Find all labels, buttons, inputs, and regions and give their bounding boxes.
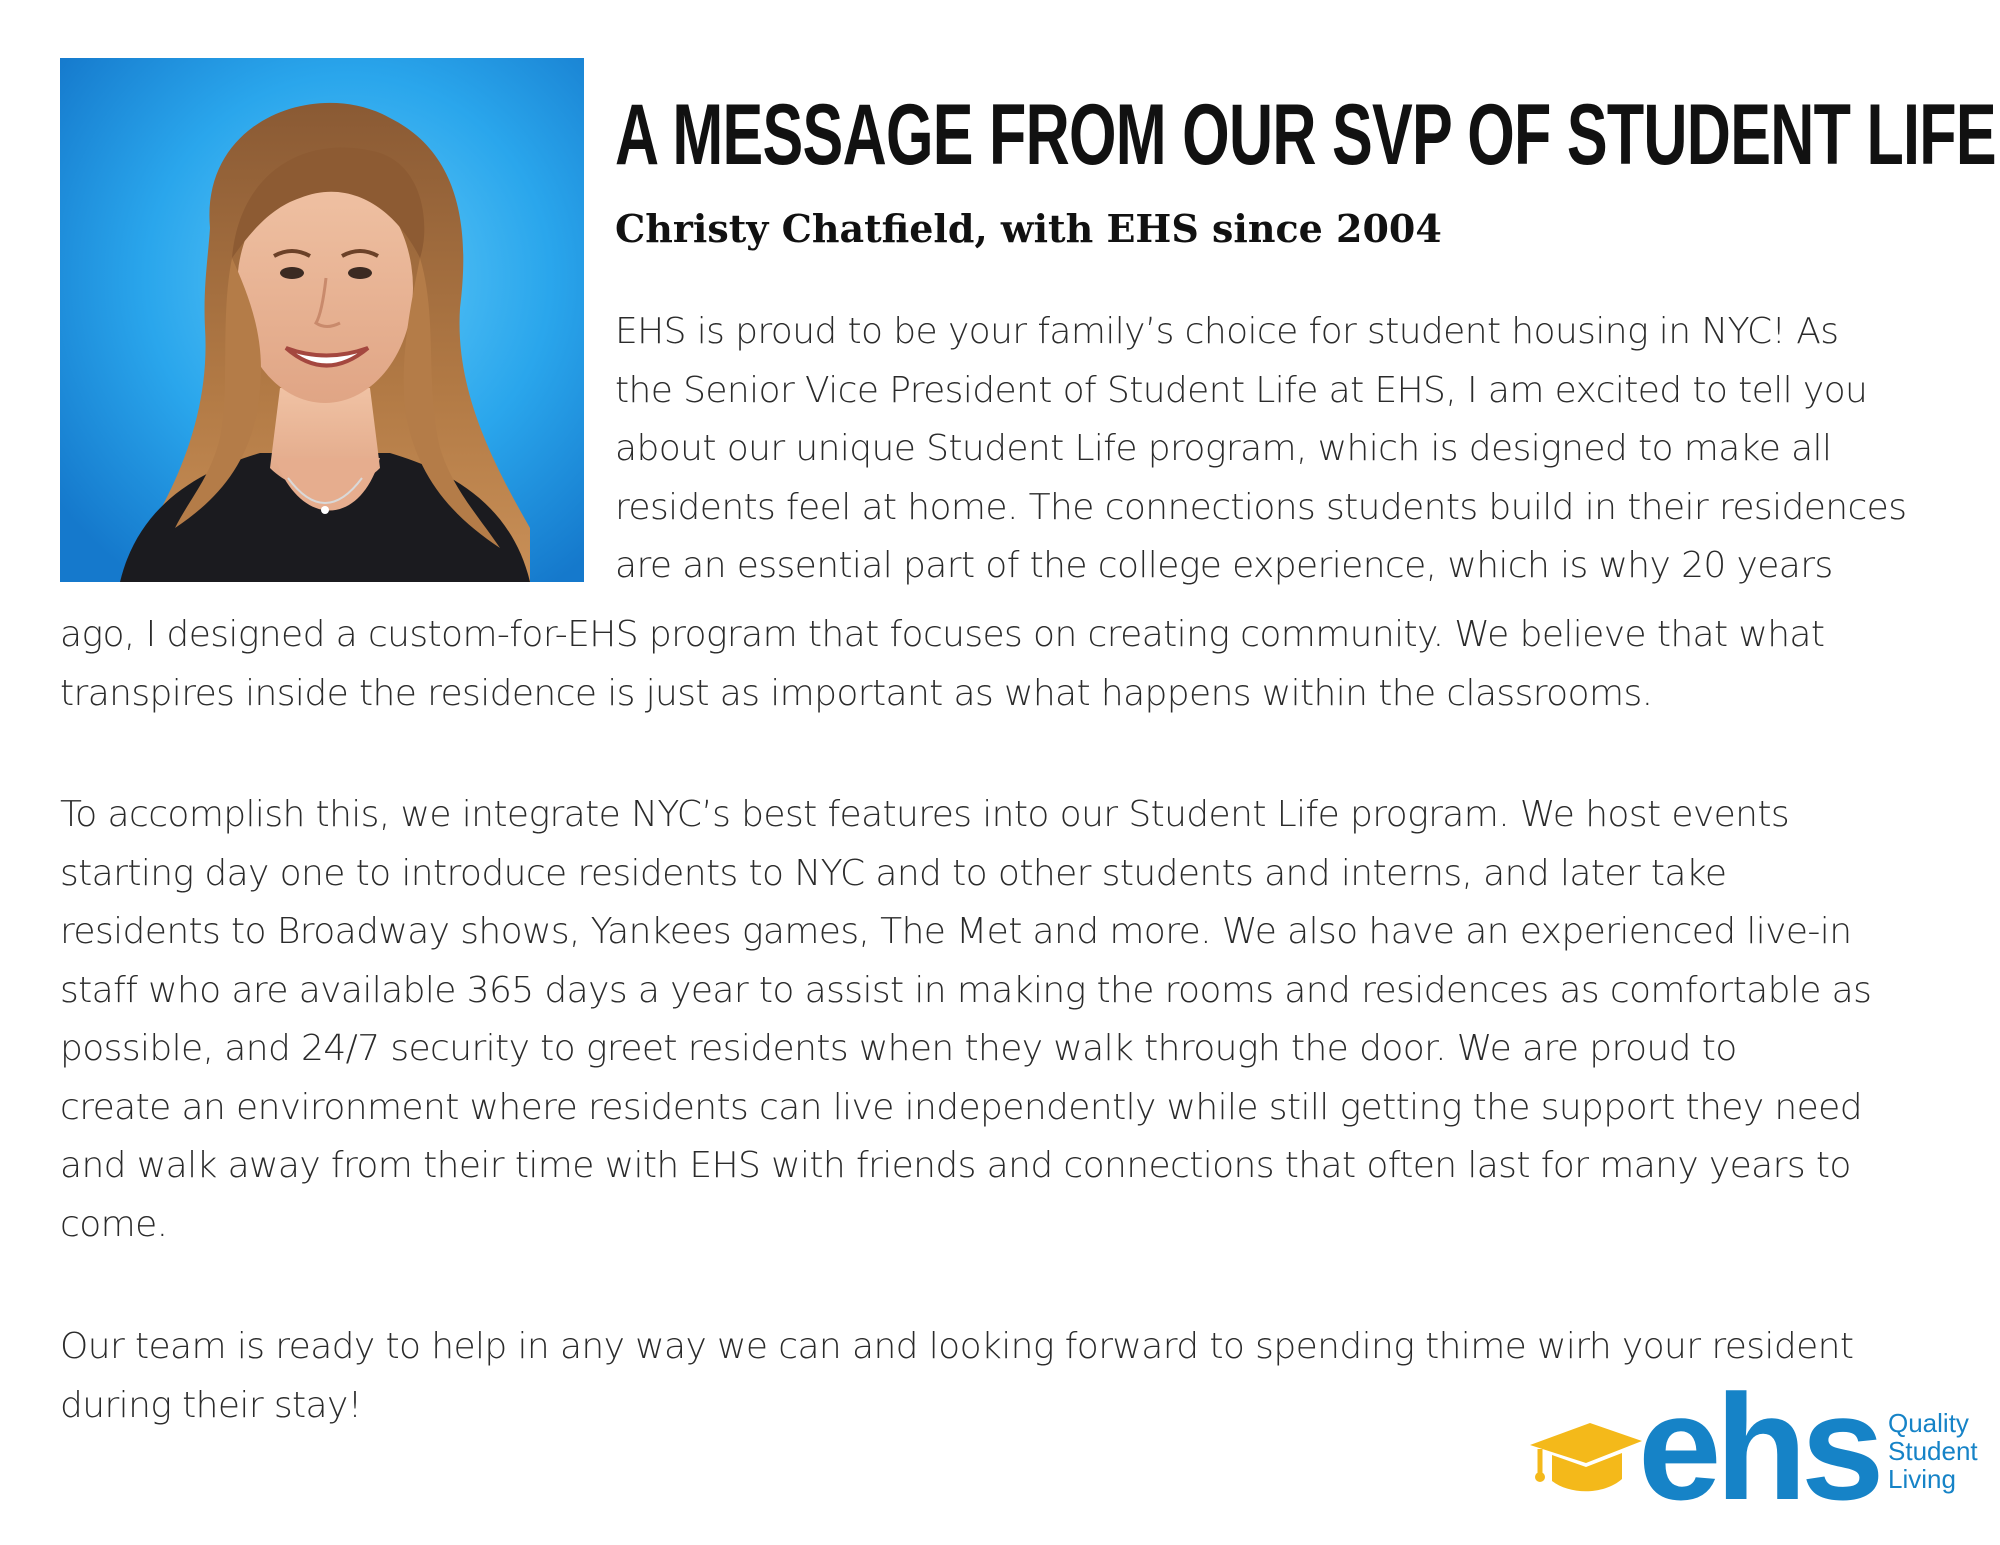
page-title: A MESSAGE FROM OUR SVP OF STUDENT LIFE (615, 87, 1996, 183)
logo-tagline (1888, 1409, 1998, 1493)
tagline-line: Student (1888, 1436, 1978, 1466)
text-line: the Senior Vice President of Student Life at EHS, I am excited to tell you (615, 369, 1868, 411)
text-line: create an environment where residents can live independently while still getting the support they need (60, 1086, 1862, 1128)
text-line: transpires inside the residence is just as important as what happens within the classrooms. (60, 672, 1653, 714)
text-line: EHS is proud to be your family’s choice for student housing in NYC! As (615, 311, 1839, 352)
ehs-logo (1530, 1363, 1990, 1531)
logo-wordmark: ehs (1638, 1363, 1879, 1531)
paragraph-program (60, 786, 1985, 1254)
portrait-photo (60, 58, 584, 582)
text-line: starting day one to introduce residents to NYC and to other students and interns, and later take (60, 852, 1727, 894)
paragraph-intro (615, 303, 1985, 596)
text-line: come. (60, 1203, 168, 1245)
text-line: during their stay! (60, 1384, 362, 1426)
text-line: ago, I designed a custom-for-EHS program that focuses on creating community. We believe that what (60, 614, 1825, 655)
text-line: are an essential part of the college experience, which is why 20 years (615, 545, 1833, 586)
text-line: Our team is ready to help in any way we can and looking forward to spending thime wirh your resident (60, 1326, 1854, 1367)
text-line: residents feel at home. The connections students build in their residences (615, 486, 1907, 528)
graduation-cap-icon (1530, 1423, 1642, 1495)
tagline-line: Living (1888, 1464, 1956, 1494)
tagline-line: Quality (1888, 1408, 1969, 1438)
text-line: staff who are available 365 days a year to assist in making the rooms and residences as comfortable as (60, 969, 1872, 1011)
text-line: residents to Broadway shows, Yankees games, The Met and more. We also have an experienced live-in (60, 911, 1852, 952)
text-line: and walk away from their time with EHS with friends and connections that often last for many years to (60, 1145, 1851, 1186)
paragraph-intro-continued (60, 606, 1985, 723)
author-byline: Christy Chatfield, with EHS since 2004 (615, 206, 1442, 251)
text-line: To accomplish this, we integrate NYC’s best features into our Student Life program. We host events (60, 794, 1790, 835)
text-line: about our unique Student Life program, which is designed to make all (615, 428, 1832, 469)
text-line: possible, and 24/7 security to greet residents when they walk through the door. We are proud to (60, 1028, 1737, 1069)
